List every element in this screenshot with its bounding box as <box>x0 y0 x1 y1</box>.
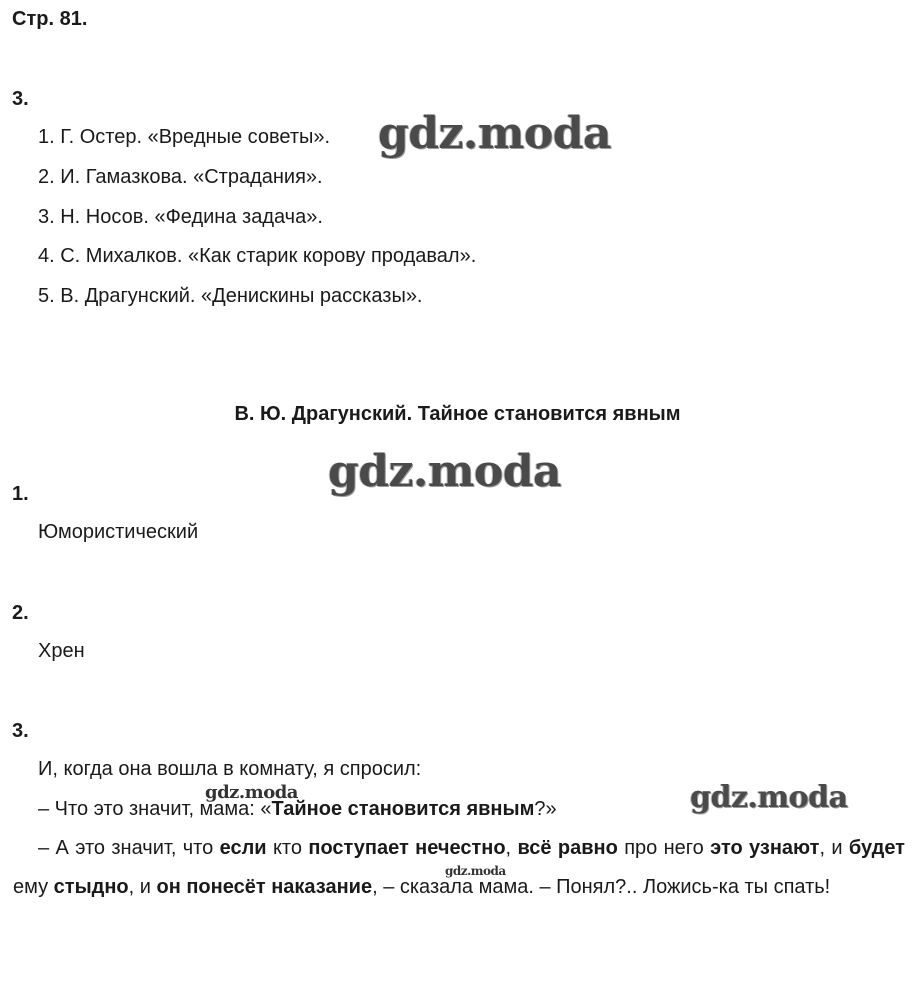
page-header: Стр. 81. <box>12 8 88 30</box>
list-item: 4. С. Михалков. «Как старик корову продавал». <box>38 245 477 267</box>
list-item: 5. В. Драгунский. «Денискины рассказы». <box>38 285 423 307</box>
answer-text: Хрен <box>38 640 85 662</box>
quote-paragraph: – А это значит, что если кто поступает нечестно, всё равно про него это узнают, и будет ему стыдно, и он понесёт наказание, – сказала мама. – Понял?.. Ложись-ка ты спать! <box>13 837 905 898</box>
task-number: 2. <box>12 602 29 624</box>
task-number: 3. <box>12 88 29 110</box>
watermark-logo: gdz.moda <box>690 780 848 815</box>
quote-line: – Что это значит, мама: «Тайное становится явным?» <box>38 798 557 820</box>
watermark-logo: gdz.moda <box>445 864 506 878</box>
section-title: В. Ю. Драгунский. Тайное становится явным <box>234 403 681 425</box>
answer-text: Юмористический <box>38 521 199 543</box>
list-item: 1. Г. Остер. «Вредные советы». <box>38 126 331 148</box>
list-item: 3. Н. Носов. «Федина задача». <box>38 206 323 228</box>
task-number: 3. <box>12 720 29 742</box>
list-item: 2. И. Гамазкова. «Страдания». <box>38 166 323 188</box>
watermark-logo: gdz.moda <box>328 446 562 497</box>
watermark-logo: gdz.moda <box>205 782 298 803</box>
watermark-logo: gdz.moda <box>378 108 612 159</box>
task-number: 1. <box>12 483 29 505</box>
quote-line: И, когда она вошла в комнату, я спросил: <box>38 758 422 780</box>
